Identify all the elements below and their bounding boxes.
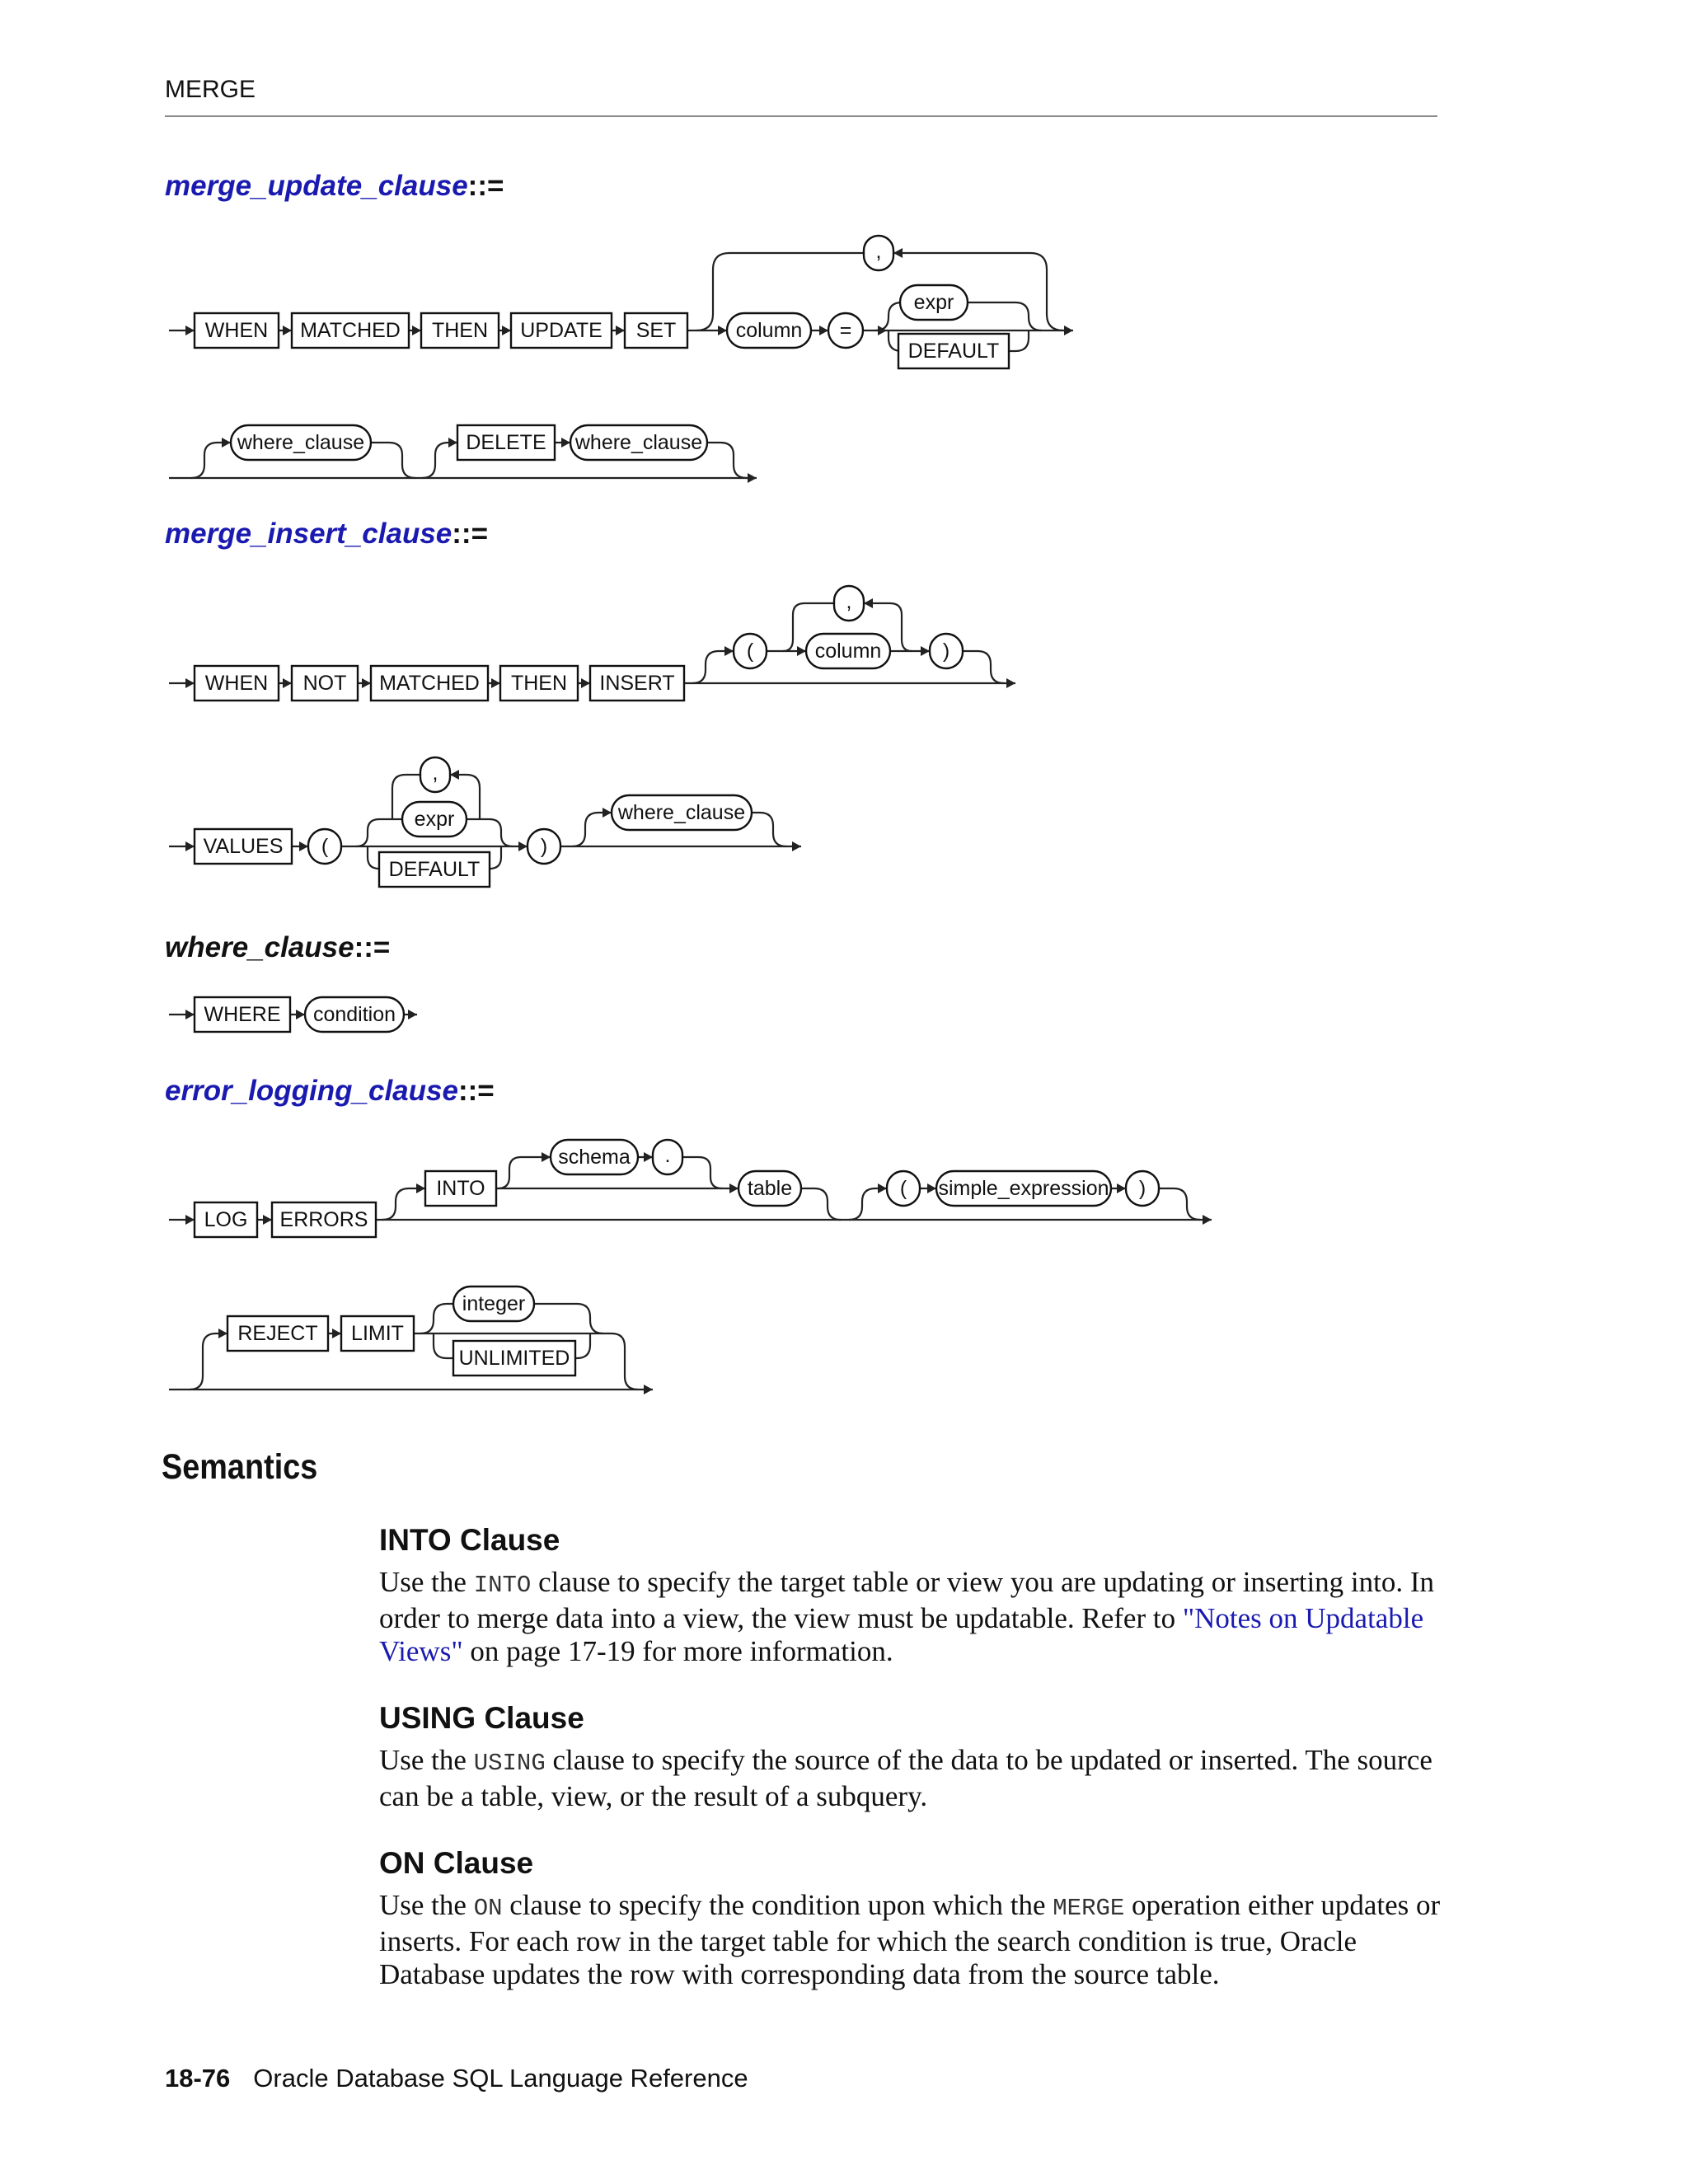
svg-text:column: column: [814, 640, 882, 663]
svg-text:UNLIMITED: UNLIMITED: [458, 1347, 570, 1370]
svg-text:DEFAULT: DEFAULT: [388, 858, 481, 881]
svg-text:REJECT: REJECT: [237, 1322, 318, 1345]
definition-operator: ::=: [467, 170, 504, 202]
svg-text:LIMIT: LIMIT: [351, 1322, 404, 1345]
definition-operator: ::=: [354, 931, 391, 963]
svg-text:): ): [1138, 1177, 1146, 1200]
svg-text:simple_expression: simple_expression: [938, 1177, 1109, 1200]
svg-text:=: =: [839, 319, 852, 342]
into-clause-paragraph: [379, 1566, 1451, 1668]
code-keyword: MERGE: [1053, 1895, 1125, 1922]
svg-text:ERRORS: ERRORS: [279, 1208, 368, 1231]
svg-text:,: ,: [846, 590, 852, 613]
svg-text:THEN: THEN: [510, 672, 568, 695]
updatable-views-link[interactable]: "Notes on Updatable Views": [379, 1602, 1424, 1667]
svg-text:,: ,: [432, 762, 438, 785]
svg-text:MATCHED: MATCHED: [379, 672, 480, 695]
svg-text:UPDATE: UPDATE: [520, 319, 603, 342]
svg-text:,: ,: [875, 240, 882, 263]
svg-text:condition: condition: [312, 1003, 396, 1026]
where-clause-name: where_clause: [165, 931, 354, 963]
svg-text:(: (: [746, 640, 754, 663]
on-clause-paragraph: [379, 1889, 1451, 1991]
svg-text:): ): [540, 835, 548, 858]
error-logging-clause-name[interactable]: error_logging_clause: [165, 1075, 458, 1107]
code-keyword: USING: [473, 1750, 546, 1777]
keyword-into: [425, 1171, 496, 1206]
book-title: Oracle Database SQL Language Reference: [253, 2064, 748, 2093]
svg-text:DEFAULT: DEFAULT: [907, 340, 1000, 363]
page-footer: [165, 2064, 748, 2093]
svg-text:WHEN: WHEN: [204, 319, 269, 342]
svg-text:integer: integer: [462, 1292, 526, 1315]
into-clause-heading: INTO Clause: [379, 1523, 560, 1557]
svg-text:DELETE: DELETE: [466, 431, 546, 454]
schema-ref[interactable]: [551, 1140, 638, 1174]
svg-text:SET: SET: [635, 319, 677, 342]
page-number: 18-76: [165, 2064, 231, 2093]
semantics-heading: Semantics: [162, 1447, 318, 1487]
svg-text:(: (: [899, 1177, 907, 1200]
text-run: clause to specify the source of the data to be updated or inserted. The source can be a table, view, or the result of a subquery.: [379, 1744, 1432, 1812]
keyword-errors: [272, 1202, 376, 1237]
text-run: clause to specify the condition upon which the: [502, 1889, 1053, 1921]
text-run: Use the: [379, 1744, 474, 1776]
svg-text:INTO: INTO: [436, 1177, 485, 1200]
svg-text:): ): [942, 640, 950, 663]
keyword-unlimited: [453, 1341, 575, 1376]
svg-text:THEN: THEN: [431, 319, 489, 342]
svg-text:.: .: [664, 1144, 671, 1167]
svg-text:where_clause: where_clause: [237, 431, 365, 454]
text-run: Use the: [379, 1889, 474, 1921]
table-ref[interactable]: [738, 1171, 801, 1206]
left-paren: [887, 1171, 920, 1206]
text-run: clause to specify the target table or view you are updating or inserting into. In order to merge data into a view, the view must be updatable. Refer to: [379, 1566, 1435, 1634]
svg-text:where_clause: where_clause: [617, 801, 746, 824]
running-head: MERGE: [165, 76, 256, 103]
integer-ref[interactable]: [453, 1286, 534, 1321]
svg-text:column: column: [735, 319, 803, 342]
svg-text:INSERT: INSERT: [599, 672, 675, 695]
keyword-reject: [227, 1316, 328, 1351]
right-paren: [1126, 1171, 1159, 1206]
on-clause-heading: ON Clause: [379, 1846, 534, 1880]
svg-text:(: (: [321, 835, 329, 858]
svg-text:table: table: [747, 1177, 793, 1200]
svg-text:VALUES: VALUES: [203, 835, 284, 858]
using-clause-heading: USING Clause: [379, 1701, 584, 1735]
merge-update-clause-name[interactable]: merge_update_clause: [165, 170, 468, 202]
simple-expression-ref[interactable]: [936, 1171, 1111, 1206]
text-run: operation either updates or inserts. For each row in the target table for which the search condition is true, Oracle Database updates the row with corresponding data from the source table.: [379, 1889, 1441, 1990]
svg-text:WHEN: WHEN: [204, 672, 269, 695]
svg-text:NOT: NOT: [302, 672, 347, 695]
keyword-limit: [341, 1316, 414, 1351]
svg-text:MATCHED: MATCHED: [300, 319, 401, 342]
definition-operator: ::=: [457, 1075, 495, 1107]
code-keyword: ON: [473, 1895, 503, 1922]
text-run: on page 17-19 for more information.: [462, 1635, 893, 1667]
dot-separator: [653, 1140, 682, 1174]
merge-insert-clause-name[interactable]: merge_insert_clause: [165, 518, 452, 550]
keyword-log: [195, 1202, 257, 1237]
svg-text:schema: schema: [558, 1146, 631, 1169]
svg-text:where_clause: where_clause: [574, 431, 703, 454]
svg-text:LOG: LOG: [204, 1208, 248, 1231]
svg-text:expr: expr: [913, 291, 954, 314]
code-keyword: INTO: [473, 1572, 532, 1599]
svg-text:WHERE: WHERE: [204, 1003, 281, 1026]
definition-operator: ::=: [452, 518, 489, 550]
using-clause-paragraph: [379, 1744, 1451, 1813]
text-run: Use the: [379, 1566, 474, 1598]
svg-text:expr: expr: [414, 808, 455, 831]
